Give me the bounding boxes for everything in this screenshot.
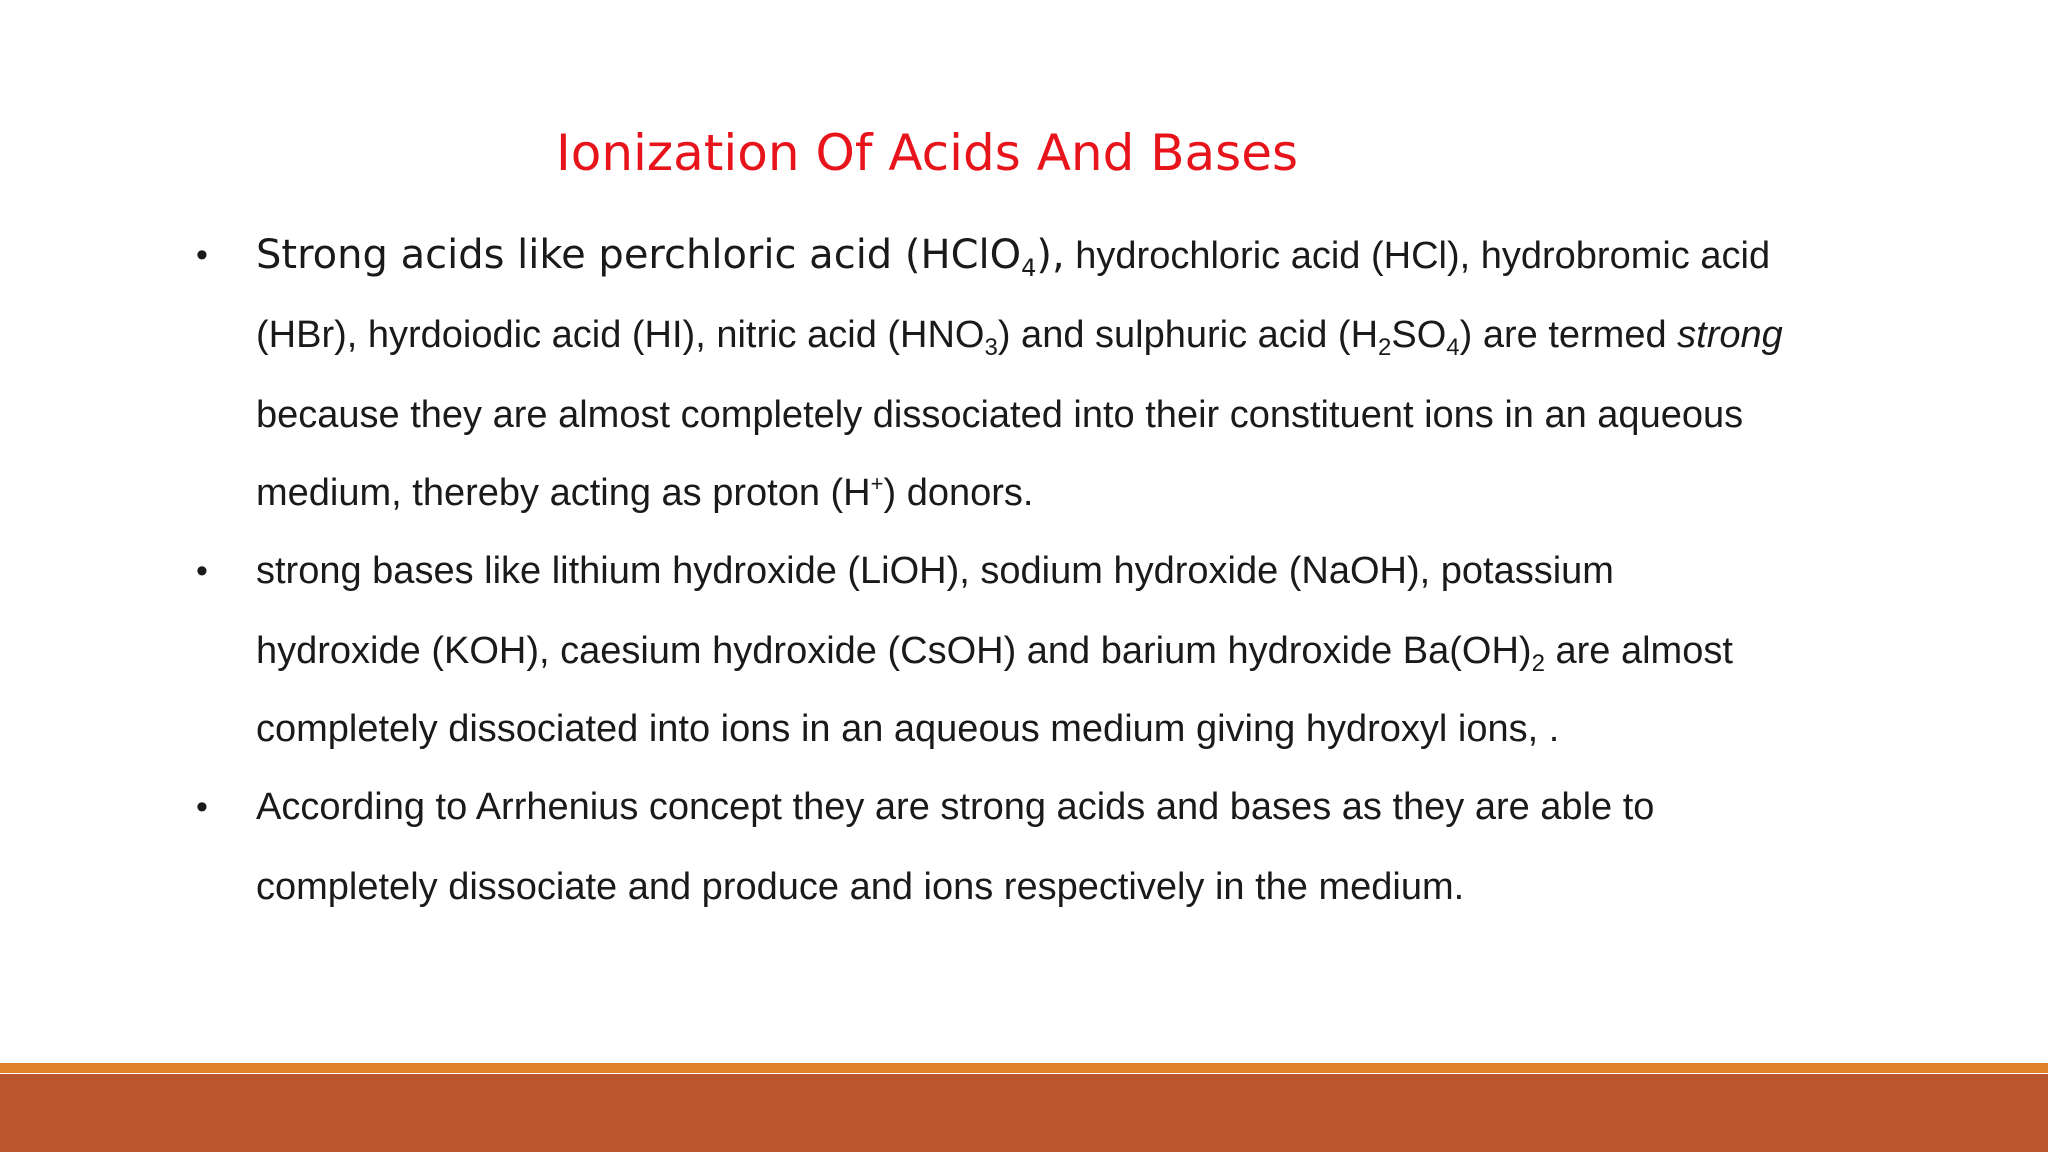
bullet-line: (HBr), hyrdoiodic acid (HI), nitric acid $(HNO_3)$ and sulphuric acid $(H_2SO_4)$ are termed strong xyxy=(256,314,1783,361)
bullet-line: completely dissociated into ions in an aqueous medium giving hydroxyl ions, . xyxy=(256,708,1560,750)
bullet-marker: • xyxy=(196,788,208,826)
bullet-line: completely dissociate and produce and ions respectively in the medium. xyxy=(256,866,1465,908)
bullet-line: because they are almost completely dissociated into their constituent ions in an aqueous xyxy=(256,394,1744,436)
accent-stripe xyxy=(0,1063,2048,1073)
bullet-strong-bases xyxy=(190,531,1830,767)
bullet-strong-acids xyxy=(190,215,1830,531)
text-run: Strong acids like perchloric acid (HClO$_4$), xyxy=(256,232,1065,282)
bullet-marker: • xyxy=(196,552,208,590)
bullet-line: medium, thereby acting as proton (H+) donors. xyxy=(256,471,1034,514)
slide-title: Ionization Of Acids And Bases xyxy=(556,124,1299,182)
text-run: hydrochloric acid (HCl), hydrobromic acid xyxy=(1064,235,1771,277)
footer-band xyxy=(0,1074,2048,1152)
bullet-line: hydroxide (KOH), caesium hydroxide (CsOH) and barium hydroxide $Ba(OH)_2$ are almost xyxy=(256,630,1733,677)
bullet-marker: • xyxy=(196,236,208,274)
bullet-line: • strong bases like lithium hydroxide (LiOH), sodium hydroxide (NaOH), potassium xyxy=(256,531,1830,611)
bullet-list xyxy=(190,215,1830,927)
bullet-line xyxy=(196,215,1830,295)
bullet-line: • According to Arrhenius concept they are strong acids and bases as they are able to xyxy=(256,767,1830,847)
bullet-arrhenius xyxy=(190,767,1830,927)
